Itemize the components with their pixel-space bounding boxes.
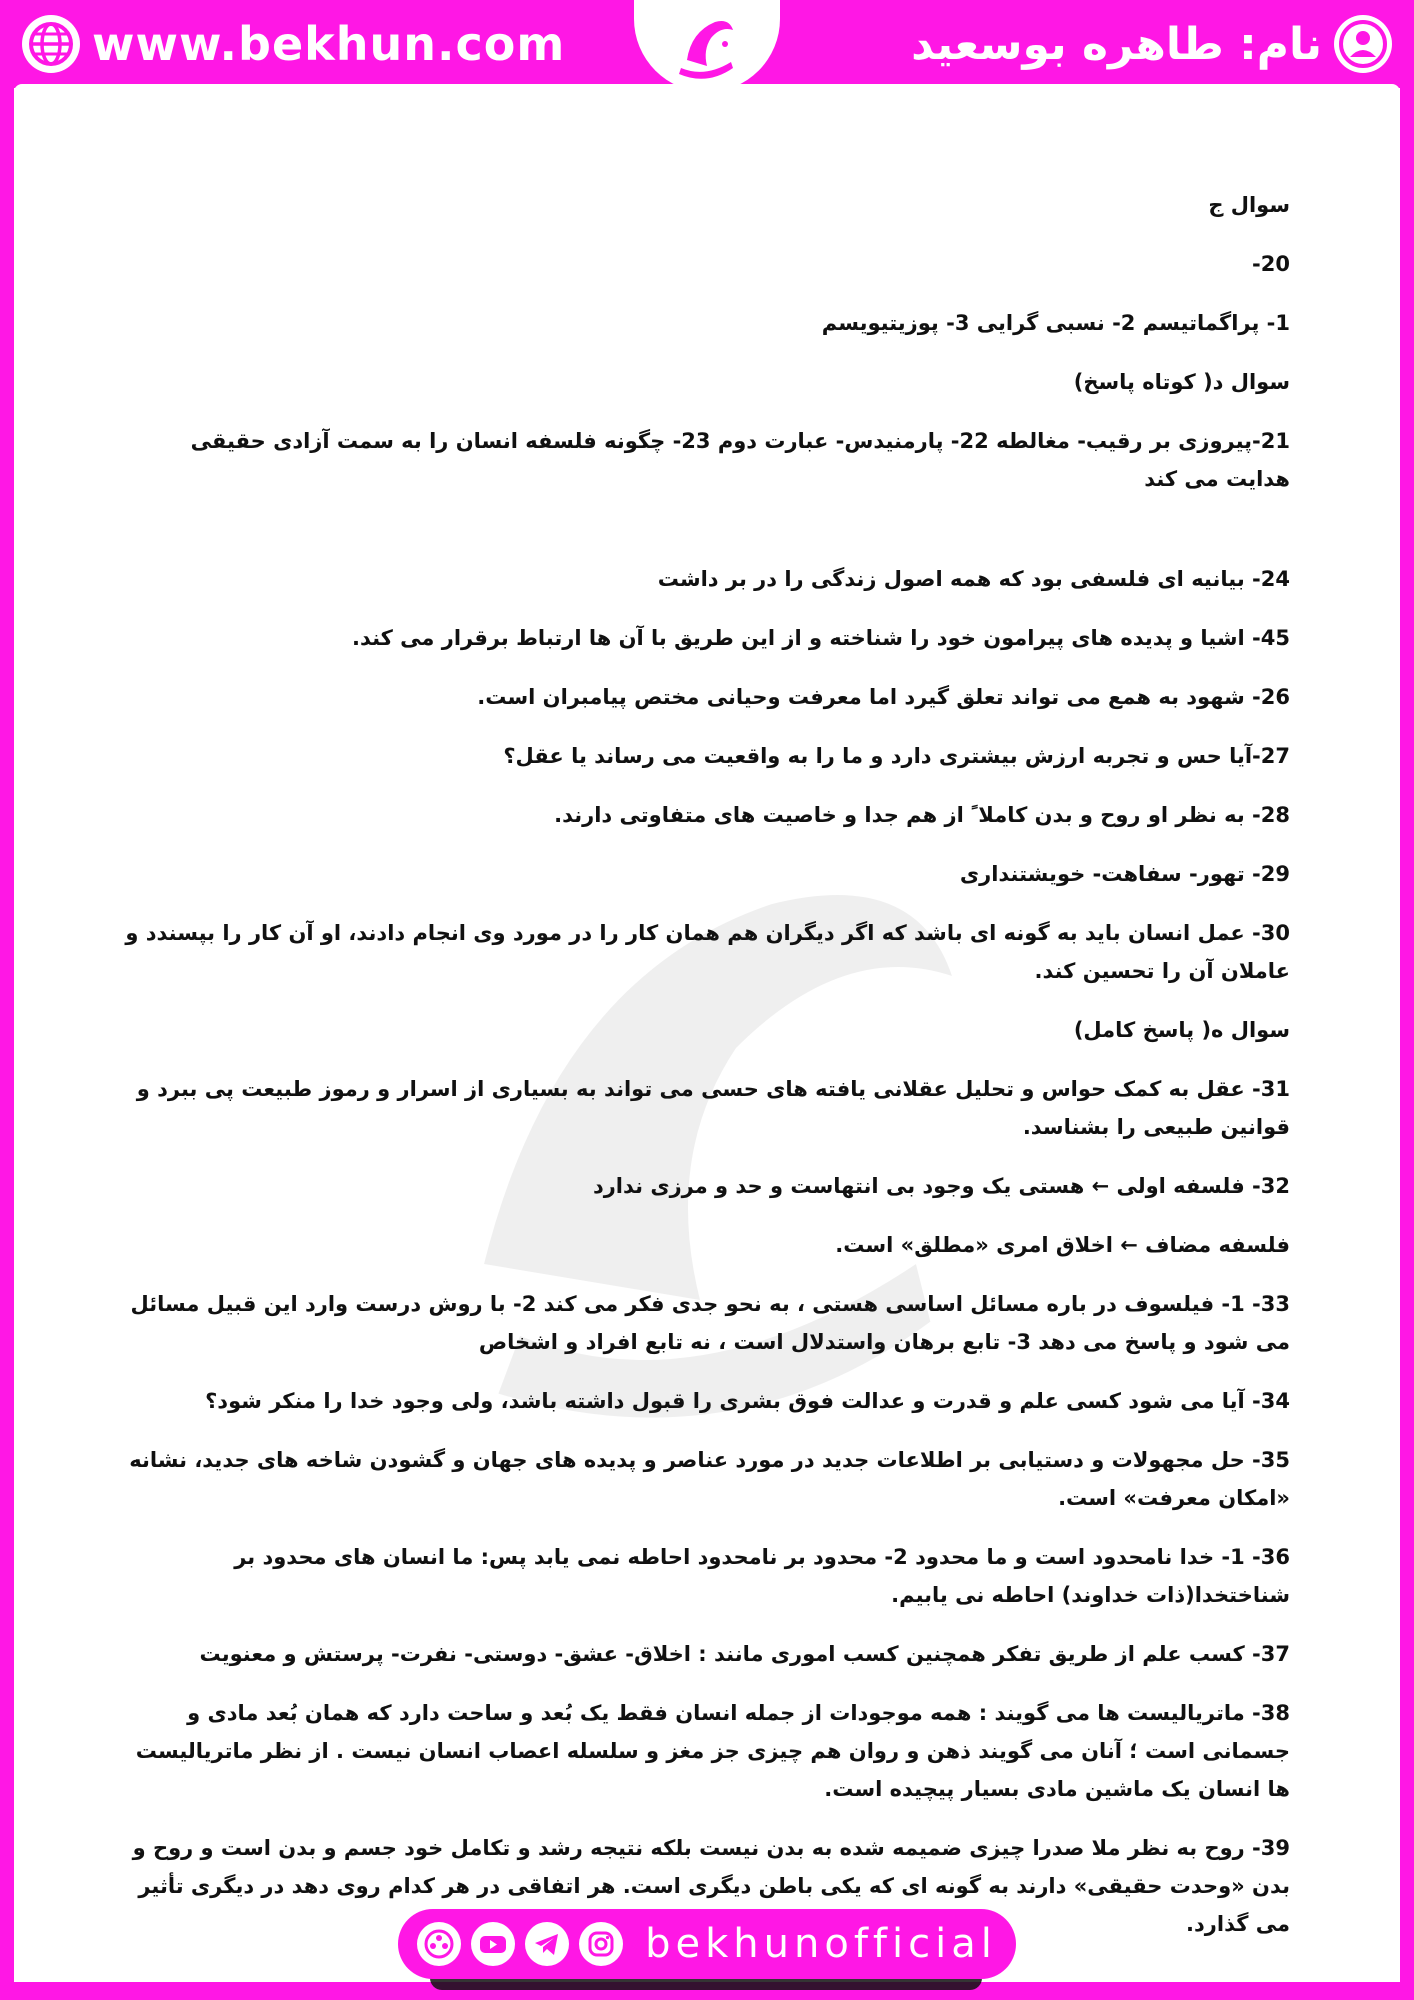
answer-line: 20- — [1252, 252, 1290, 276]
answer-line: 28- به نظر او روح و بدن کاملا ً از هم جدا و خاصیت های متفاوتی دارند. — [554, 803, 1290, 827]
telegram-icon[interactable] — [525, 1922, 569, 1966]
student-name-text: نام: طاهره بوسعید — [911, 18, 1322, 70]
answer-line: 1- پراگماتیسم 2- نسبی گرایی 3- پوزیتیویسم — [821, 311, 1290, 335]
answer-line: 34- آیا می شود کسی علم و قدرت و عدالت فوق بشری را قبول داشته باشد، ولی وجود خدا را منکر شود؟ — [205, 1389, 1290, 1413]
answer-line: 39- روح به نظر ملا صدرا چیزی ضمیمه شده به بدن نیست بلکه نتیجه رشد و تکامل خود جسم و بدن است و روح و بدن «وحدت حقیقی» دارند به گونه ای که یکی باطن دیگری است. هر اتفاقی در هر کدام روی دهد در دیگری تأثیر می گذارد. — [132, 1836, 1290, 1936]
answer-line: 36- 1- خدا نامحدود است و ما محدود 2- محدود بر نامحدود احاطه نمی یابد پس: ما انسان های محدود بر شناختخدا(ذات خداوند) احاطه نی یابیم. — [234, 1545, 1290, 1607]
answer-line: 31- عقل به کمک حواس و تحلیل عقلانی یافته های حسی می تواند به بسیاری از اسرار و رموز طبیعت پی ببرد و قوانین طبیعی را بشناسد. — [136, 1077, 1290, 1139]
answer-line: 26- شهود به همع می تواند تعلق گیرد اما معرفت وحیانی مختص پیامبران است. — [477, 685, 1290, 709]
answer-line: 30- عمل انسان باید به گونه ای باشد که اگر دیگران هم همان کار را در مورد وی انجام دادند، او آن کار را بپسندد و عاملان آن را تحسین کند. — [125, 921, 1290, 983]
answer-line: 33- 1- فیلسوف در باره مسائل اساسی هستی ، به نحو جدی فکر می کند 2- با روش درست وارد این قبیل مسائل می شود و پاسخ می دهد 3- تابع برهان واستدلال است ، نه تابع افراد و اشخاص — [130, 1292, 1290, 1354]
youtube-icon[interactable] — [471, 1922, 515, 1966]
social-bar-shadow — [430, 1978, 982, 1990]
podcast-icon[interactable] — [417, 1922, 461, 1966]
answer-line: 27-آیا حس و تجربه ارزش بیشتری دارد و ما را به واقعیت می رساند یا عقل؟ — [503, 744, 1290, 768]
globe-icon — [22, 15, 80, 73]
section-e-title: سوال ه( پاسخ کامل) — [1073, 1018, 1290, 1042]
answer-line: 45- اشیا و پدیده های پیرامون خود را شناخته و از این طریق با آن ها ارتباط برقرار می کند. — [351, 626, 1290, 650]
answer-sheet — [124, 186, 1290, 1943]
answer-line: 35- حل مجهولات و دستیابی بر اطلاعات جدید در مورد عناصر و پدیده های جهان و گشودن شاخه های جدید، نشانه «امکان معرفت» است. — [129, 1448, 1290, 1510]
user-icon — [1334, 15, 1392, 73]
answer-line: 29- تهور- سفاهت- خویشتنداری — [959, 862, 1290, 886]
section-d-title: سوال د( کوتاه پاسخ) — [1073, 370, 1290, 394]
social-bar — [398, 1909, 1016, 1979]
website-link[interactable] — [22, 14, 565, 74]
answer-line: فلسفه مضاف ← اخلاق امری «مطلق» است. — [835, 1233, 1290, 1257]
website-url[interactable]: www.bekhun.com — [92, 17, 566, 71]
answer-line: 32- فلسفه اولی ← هستی یک وجود بی انتهاست و حد و مرزی ندارد — [592, 1174, 1290, 1198]
student-name — [911, 14, 1392, 74]
section-c-title: سوال ج — [1208, 193, 1290, 217]
answer-line: 21-پیروزی بر رقیب- مغالطه 22- پارمنیدس- عبارت دوم 23- چگونه فلسفه انسان را به سمت آزادی حقیقی هدایت می کند — [190, 429, 1290, 491]
social-handle[interactable]: bekhunofficial — [645, 1921, 997, 1967]
instagram-icon[interactable] — [579, 1922, 623, 1966]
answer-line: 37- کسب علم از طریق تفکر همچنین کسب اموری مانند : اخلاق- عشق- دوستی- نفرت- پرستش و معنویت — [199, 1642, 1290, 1666]
answer-line: 24- بیانیه ای فلسفی بود که همه اصول زندگی را در بر داشت — [657, 567, 1290, 591]
answer-line: 38- ماتریالیست ها می گویند : همه موجودات از جمله انسان فقط یک بُعد و ساحت دارد که همان بُعد مادی و جسمانی است ؛ آنان می گویند ذهن و روان هم چیزی جز مغز و سلسله اعصاب انسان نیست . از نظر ماتریالیست ها انسان یک ماشین مادی بسیار پیچیده است. — [135, 1701, 1290, 1801]
